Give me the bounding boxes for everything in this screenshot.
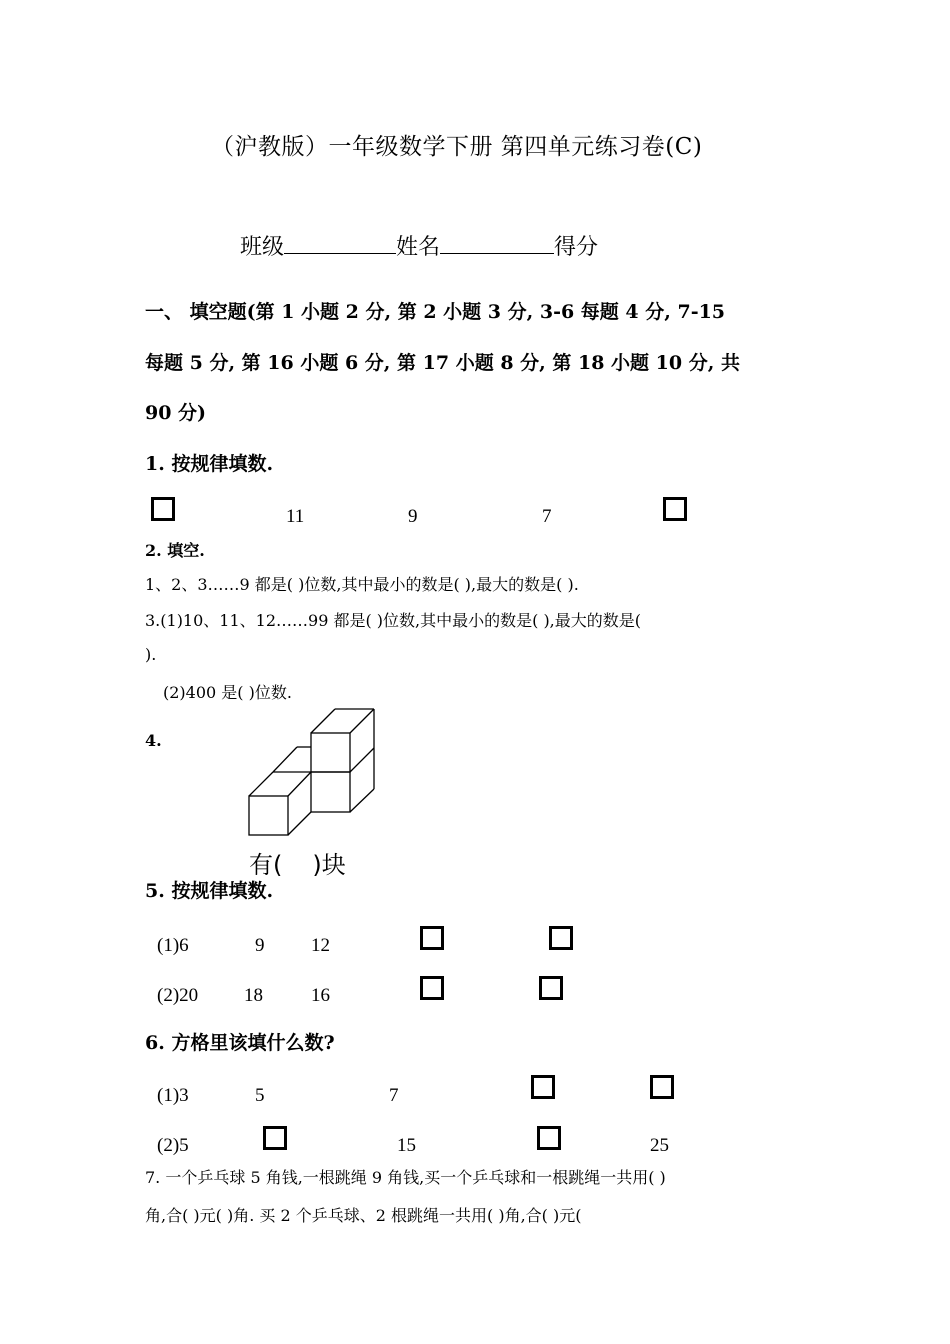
class-blank[interactable]: [284, 231, 396, 254]
cube-right-top-front: [311, 733, 350, 772]
q4-caption-right: )块: [312, 851, 346, 879]
q6-row1-answer-box-2[interactable]: [650, 1075, 674, 1099]
q1-answer-box-2[interactable]: [663, 497, 687, 521]
q1-number-2: 9: [408, 506, 418, 527]
q1-answer-box-1[interactable]: [151, 497, 175, 521]
q5-row1-answer-box-1[interactable]: [420, 926, 444, 950]
section-heading-line2: 每题 5 分, 第 16 小题 6 分, 第 17 小题 8 分, 第 18 小题 10 分, 共: [145, 352, 740, 374]
name-blank[interactable]: [440, 231, 554, 254]
q1-number-3: 7: [542, 506, 552, 527]
q6-row1-number-b: 7: [389, 1085, 399, 1106]
q7-line2: 角,合( )元( )角. 买 2 个乒乓球、2 根跳绳一共用( )角,合( )元(: [145, 1206, 582, 1225]
name-label: 姓名: [396, 235, 441, 260]
q5-row2-number-b: 16: [311, 985, 330, 1006]
q5-row2-tag: (2)20: [157, 985, 199, 1006]
q5-label: 5. 按规律填数.: [145, 880, 274, 902]
q6-row2-number-a: 15: [397, 1135, 416, 1156]
q4-label: 4.: [145, 731, 162, 750]
q6-row2-answer-box-1[interactable]: [263, 1126, 287, 1150]
page-title: （沪教版）一年级数学下册 第四单元练习卷(C): [211, 134, 703, 160]
score-label: 得分: [554, 235, 599, 260]
q3-part1-line1: 3.(1)10、11、12……99 都是( )位数,其中最小的数是( ),最大的数是(: [145, 611, 642, 630]
q1-label: 1. 按规律填数.: [145, 453, 274, 475]
q6-row1-answer-box-1[interactable]: [531, 1075, 555, 1099]
q1-number-1: 11: [286, 506, 305, 527]
q6-row2-number-b: 25: [650, 1135, 669, 1156]
section-heading-line3: 90 分): [145, 402, 207, 424]
q5-row2-number-a: 18: [244, 985, 263, 1006]
q5-row2-answer-box-2[interactable]: [539, 976, 563, 1000]
q5-row2-answer-box-1[interactable]: [420, 976, 444, 1000]
class-label: 班级: [240, 235, 285, 260]
q3-part1-line2: ).: [145, 645, 157, 664]
section-heading-line1: 一、 填空题(第 1 小题 2 分, 第 2 小题 3 分, 3-6 每题 4 分, 7-15: [145, 301, 726, 323]
student-info-row: [240, 230, 598, 261]
q2-text: 1、2、3……9 都是( )位数,其中最小的数是( ),最大的数是( ).: [145, 575, 579, 594]
q6-label: 6. 方格里该填什么数?: [145, 1032, 335, 1054]
q6-row2-answer-box-2[interactable]: [537, 1126, 561, 1150]
cube-right-bottom-front: [311, 772, 350, 812]
q7-line1: 7. 一个乒乓球 5 角钱,一根跳绳 9 角钱,买一个乒乓球和一根跳绳一共用( ): [145, 1168, 666, 1187]
q5-row1-number-b: 12: [311, 935, 330, 956]
q5-row1-answer-box-2[interactable]: [549, 926, 573, 950]
q6-row1-tag: (1)3: [157, 1085, 189, 1106]
q3-part2: (2)400 是( )位数.: [163, 683, 292, 702]
q5-row1-tag: (1)6: [157, 935, 189, 956]
q5-row1-number-a: 9: [255, 935, 265, 956]
cube-left-front: [249, 796, 288, 835]
q4-caption: [249, 845, 346, 880]
q4-caption-left: 有(: [249, 851, 283, 879]
q6-row1-number-a: 5: [255, 1085, 265, 1106]
cube-stack-figure: [240, 700, 390, 845]
q2-label: 2. 填空.: [145, 541, 205, 560]
q6-row2-tag: (2)5: [157, 1135, 189, 1156]
